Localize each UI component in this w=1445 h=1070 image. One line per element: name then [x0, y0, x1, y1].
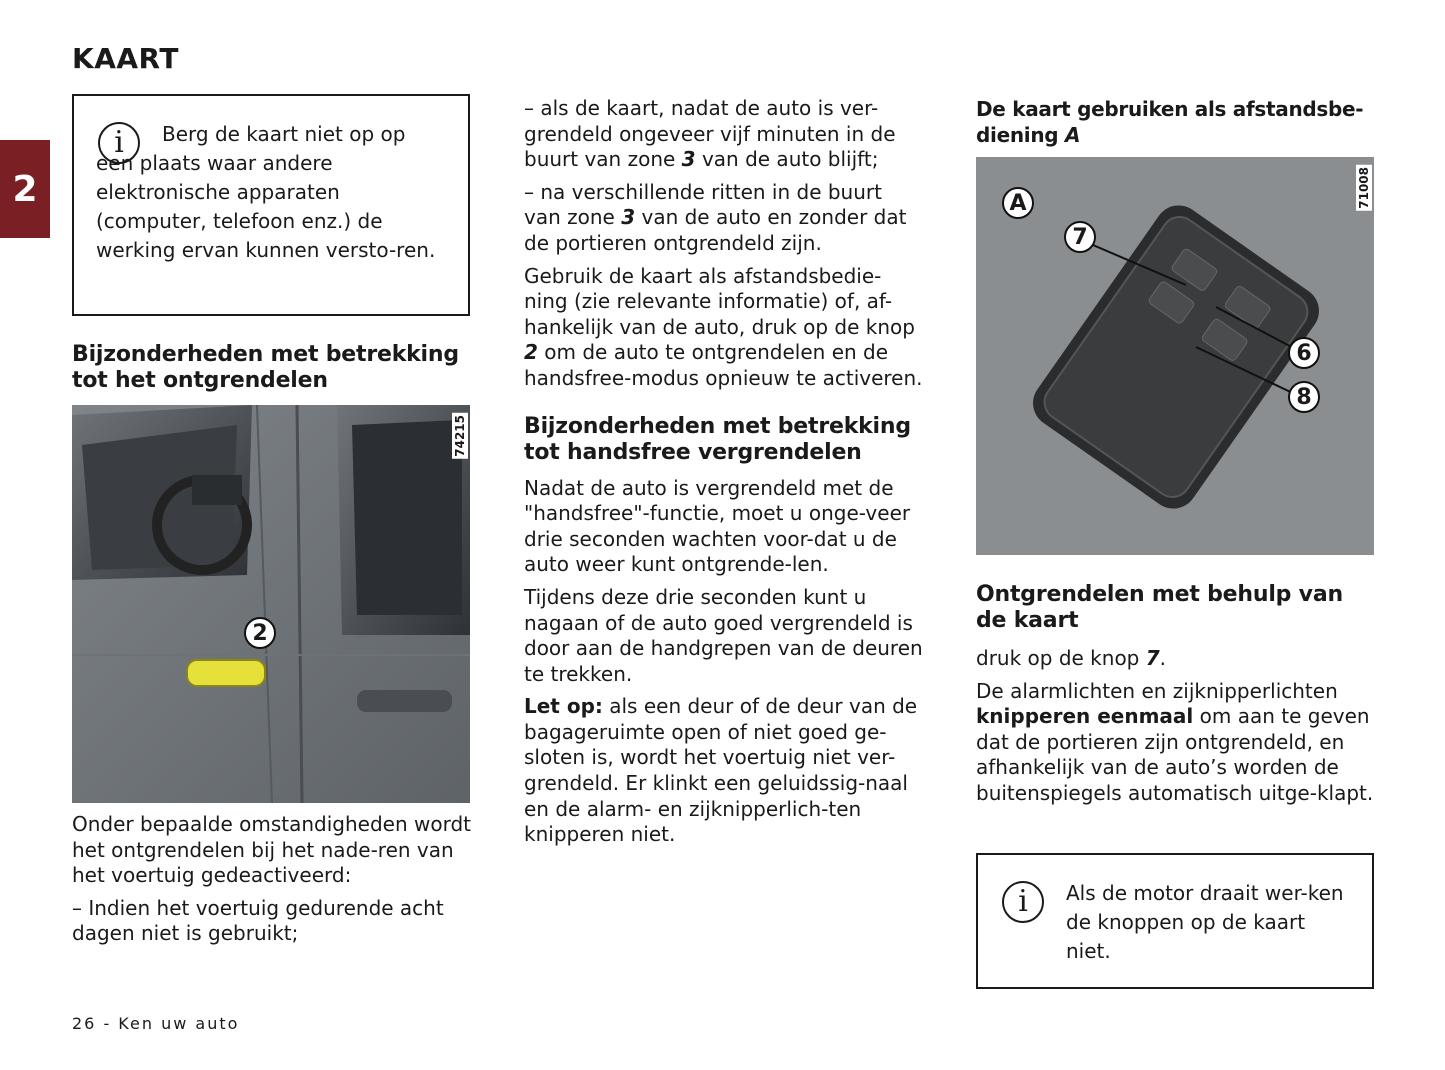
car-door-image [72, 405, 470, 803]
col1-body [72, 812, 472, 954]
info-icon: i [98, 122, 140, 164]
callout-A: A [1002, 187, 1034, 219]
heading-remote: De kaart gebruiken als afstandsbe-diening A [976, 97, 1364, 147]
image-number: 71008 [1357, 167, 1371, 209]
callout-7: 7 [1064, 221, 1096, 253]
col3-body [976, 582, 1376, 814]
chapter-tab: 2 [0, 140, 50, 238]
col1-para1: Onder bepaalde omstandigheden wordt het ontgrendelen bij het nade-ren van het voertuig gedeactiveerd: [72, 812, 471, 888]
info-box-engine [976, 853, 1374, 989]
info-box-storage [72, 94, 470, 316]
callout-2: 2 [244, 617, 276, 649]
heading-unlock-card: Ontgrendelen met behulp van de kaart [976, 582, 1343, 633]
col2-body [524, 96, 924, 855]
col1-para2: – Indien het voertuig gedurende acht dagen niet is gebruikt; [72, 895, 444, 946]
col2-para1: Gebruik de kaart als afstandsbedie-ning (zie relevante informatie) of, af-hankelijk van de auto, druk op de knop 2 om de auto te ontgrendelen en de handsfree-modus opnieuw te activeren. [524, 263, 923, 390]
info-box-text: Als de motor draait wer-ken de knoppen op de kaart niet. [1066, 881, 1344, 963]
col3-para1: druk op de knop 7. [976, 646, 1167, 670]
heading-handsfree-locking: Bijzonderheden met betrekking tot handsfree vergrendelen [524, 413, 911, 465]
col2-note: Let op: als een deur of de deur van de bagageruimte open of niet goed ge-sloten is, wordt het voertuig niet ver-grendeld. Er klinkt een geluidssig-naal en de alarm- en zijknipperlich-ten knipperen niet. [524, 694, 918, 847]
col2-bullet1: – als de kaart, nadat de auto is ver-grendeld ongeveer vijf minuten in de buurt van zone 3 van de auto blijft; [524, 96, 896, 172]
image-number: 74215 [453, 415, 467, 457]
col2-para2: Nadat de auto is vergrendeld met de "handsfree"-functie, moet u onge-veer drie seconden wachten voor-dat u de auto weer kunt ontgrende-len. [524, 475, 911, 577]
page-footer: 26 - Ken uw auto [72, 1014, 240, 1033]
info-icon: i [1002, 881, 1044, 923]
card-image [976, 157, 1374, 555]
callout-8: 8 [1288, 381, 1320, 413]
callout-6: 6 [1288, 337, 1320, 369]
info-box-text: Berg de kaart niet op op een plaats waar andere elektronische apparaten (computer, telefoon enz.) de werking ervan kunnen versto-ren. [96, 122, 436, 262]
heading-unlocking: Bijzonderheden met betrekking tot het ontgrendelen [72, 342, 459, 393]
page-title: KAART [72, 42, 179, 75]
car-door-illustration [72, 405, 470, 803]
col2-bullet2: – na verschillende ritten in de buurt van zone 3 van de auto en zonder dat de portieren ontgrendeld zijn. [524, 179, 907, 255]
col2-para3: Tijdens deze drie seconden kunt u nagaan of de auto goed vergrendeld is door aan de handgrepen van de deuren te trekken. [524, 584, 923, 686]
col3-para2: De alarmlichten en zijknipperlichten knipperen eenmaal om aan te geven dat de portieren zijn ontgrendeld, en afhankelijk van de auto’s worden de buitenspiegels automatisch uitge-klapt. [976, 678, 1374, 805]
